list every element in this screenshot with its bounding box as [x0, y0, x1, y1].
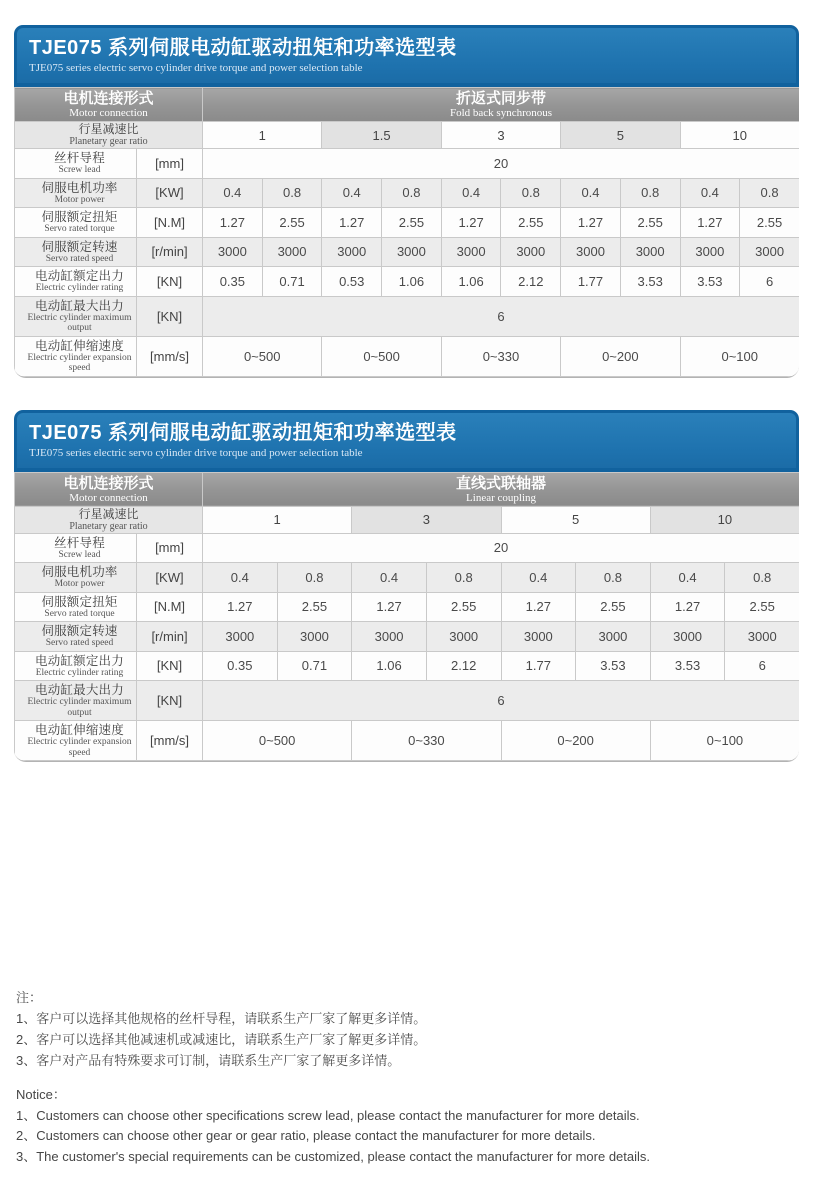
- spec-value: 6: [203, 681, 799, 721]
- spec-row: [15, 296, 800, 336]
- gear-ratio-label: [15, 506, 203, 533]
- coupling-type-header: [203, 472, 799, 506]
- spec-value: 2.55: [262, 208, 322, 238]
- gear-ratio-value: 5: [501, 506, 650, 533]
- spec-value: 0.4: [441, 178, 501, 208]
- spec-value: 0~200: [501, 721, 650, 761]
- row-label-en: Servo rated torque: [44, 224, 115, 234]
- row-unit: [mm/s]: [137, 721, 203, 761]
- gear-ratio-value: 3: [441, 122, 560, 149]
- spec-value: 0~100: [680, 336, 799, 376]
- spec-value: 1.27: [441, 208, 501, 238]
- spec-value: 0.53: [322, 267, 382, 297]
- spec-value: 3000: [382, 237, 442, 267]
- gear-ratio-value: 1.5: [322, 122, 441, 149]
- spec-value: 0.4: [203, 178, 263, 208]
- spec-row: [15, 267, 800, 297]
- spec-value: 2.55: [725, 592, 799, 622]
- spec-row: [15, 681, 800, 721]
- row-unit: [r/min]: [137, 237, 203, 267]
- row-label: [15, 592, 137, 622]
- spec-value: 3.53: [680, 267, 740, 297]
- notes-section: [14, 987, 799, 1167]
- card-title-bar: [14, 410, 799, 472]
- coupling-type-zh: 直线式联轴器: [456, 474, 547, 492]
- selection-table-card-linear: [14, 410, 799, 763]
- row-label: [15, 296, 137, 336]
- gear-ratio-value: 10: [680, 122, 799, 149]
- row-label-en: Servo rated torque: [44, 608, 115, 619]
- row-label: [15, 149, 137, 179]
- spec-value: 0.8: [382, 178, 442, 208]
- row-label-zh: 电动缸最大出力: [35, 683, 124, 697]
- row-label-en: Electric cylinder maximum output: [27, 697, 132, 718]
- gear-ratio-value: 3: [352, 506, 501, 533]
- table-wrap: [14, 87, 799, 378]
- spec-value: 1.27: [501, 592, 576, 622]
- spec-value: 3.53: [620, 267, 680, 297]
- spec-value: 2.55: [620, 208, 680, 238]
- row-label: [15, 533, 137, 563]
- row-unit: [KW]: [137, 178, 203, 208]
- spec-value: 0.8: [620, 178, 680, 208]
- row-label-en: Servo rated speed: [45, 638, 114, 648]
- spec-value: 3000: [501, 622, 576, 652]
- row-unit: [N.M]: [137, 592, 203, 622]
- connection-header-row: [15, 88, 800, 122]
- spec-value: 3000: [620, 237, 680, 267]
- row-unit: [N.M]: [137, 208, 203, 238]
- spec-value: 2.55: [277, 592, 352, 622]
- spec-value: 2.55: [501, 208, 561, 238]
- row-label-en: Motor power: [54, 194, 105, 205]
- spec-value: 3000: [650, 622, 725, 652]
- spec-value: 6: [740, 267, 799, 297]
- spec-value: 0~200: [561, 336, 680, 376]
- notes-english: [16, 1085, 799, 1167]
- card-title-zh: TJE075 系列伺服电动缸驱动扭矩和功率选型表: [29, 421, 457, 444]
- spec-value: 0.35: [203, 651, 278, 681]
- spec-value: 3000: [501, 237, 561, 267]
- spec-value: 0.8: [576, 563, 651, 593]
- row-label-zh: 丝杆导程: [54, 151, 105, 165]
- spec-row: [15, 149, 800, 179]
- gear-ratio-label-en: Planetary gear ratio: [69, 136, 148, 147]
- spec-row: [15, 592, 800, 622]
- spec-value: 3000: [740, 237, 799, 267]
- spec-value: 3000: [322, 237, 382, 267]
- note-item: 3、The customer's special requirements can be customized, please contact the manufacturer for more details.: [16, 1148, 651, 1164]
- spec-value: 6: [203, 296, 799, 336]
- gear-ratio-row: [15, 506, 800, 533]
- spec-row: [15, 622, 800, 652]
- card-title-en: TJE075 series electric servo cylinder drive torque and power selection table: [29, 62, 363, 74]
- row-unit: [mm/s]: [137, 336, 203, 376]
- spec-row: [15, 563, 800, 593]
- spec-value: 0~330: [441, 336, 560, 376]
- spec-row: [15, 237, 800, 267]
- spec-value: 0.4: [680, 178, 740, 208]
- row-label-zh: 电动缸额定出力: [35, 269, 124, 283]
- spec-value: 3000: [576, 622, 651, 652]
- row-label-zh: 电动缸额定出力: [35, 653, 124, 668]
- spec-value: 0.71: [277, 651, 352, 681]
- spec-value: 2.55: [740, 208, 799, 238]
- row-label-en: Electric cylinder expansion speed: [27, 737, 132, 758]
- spec-value: 0~100: [650, 721, 799, 761]
- coupling-type-en: Fold back synchronous: [449, 107, 553, 119]
- coupling-type-en: Linear coupling: [466, 491, 536, 504]
- spec-value: 0~500: [203, 721, 352, 761]
- spec-value: 20: [203, 149, 799, 179]
- motor-connection-zh: 电机连接形式: [63, 90, 154, 107]
- gear-ratio-label-zh: 行星减速比: [78, 122, 139, 136]
- row-label-en: Servo rated speed: [45, 253, 114, 264]
- spec-value: 1.27: [561, 208, 621, 238]
- row-label: [15, 721, 137, 761]
- row-label: [15, 267, 137, 297]
- card-title-en: TJE075 series electric servo cylinder drive torque and power selection table: [29, 446, 363, 459]
- notes-en-heading: Notice：: [16, 1087, 66, 1102]
- spec-value: 6: [725, 651, 799, 681]
- spec-value: 2.12: [426, 651, 501, 681]
- spec-row: [15, 336, 800, 376]
- spec-value: 0~500: [203, 336, 322, 376]
- spec-value: 1.27: [680, 208, 740, 238]
- row-label: [15, 622, 137, 652]
- coupling-type-zh: 折返式同步带: [455, 90, 546, 107]
- spec-value: 1.27: [352, 592, 427, 622]
- spec-row: [15, 208, 800, 238]
- gear-ratio-value: 10: [650, 506, 799, 533]
- row-unit: [mm]: [137, 149, 203, 179]
- spec-value: 0.8: [262, 178, 322, 208]
- row-label-zh: 电动缸伸缩速度: [35, 723, 124, 737]
- notes-zh-heading: 注：: [16, 990, 43, 1005]
- spec-row: [15, 533, 800, 563]
- spec-row: [15, 651, 800, 681]
- spec-value: 3000: [441, 237, 501, 267]
- row-label-zh: 伺服额定扭矩: [41, 210, 118, 224]
- spec-value: 1.06: [352, 651, 427, 681]
- spec-value: 0~500: [322, 336, 441, 376]
- row-label: [15, 681, 137, 721]
- spec-value: 3.53: [576, 651, 651, 681]
- row-label: [15, 178, 137, 208]
- gear-ratio-label-en: Planetary gear ratio: [69, 520, 148, 532]
- row-label-en: Screw lead: [58, 165, 101, 175]
- notes-chinese: [16, 987, 799, 1071]
- spec-value: 1.27: [650, 592, 725, 622]
- spec-value: 3000: [426, 622, 501, 652]
- spec-row: [15, 721, 800, 761]
- spec-value: 3000: [561, 237, 621, 267]
- spec-value: 1.77: [561, 267, 621, 297]
- spec-value: 0.4: [203, 563, 278, 593]
- row-label-zh: 伺服额定转速: [41, 239, 118, 254]
- spec-value: 3000: [203, 237, 263, 267]
- spec-value: 0~330: [352, 721, 501, 761]
- spec-value: 2.55: [576, 592, 651, 622]
- card-title-bar: [14, 25, 799, 87]
- row-unit: [KN]: [137, 296, 203, 336]
- spec-value: 3000: [352, 622, 427, 652]
- row-label-en: Electric cylinder maximum output: [27, 312, 132, 333]
- row-label: [15, 336, 137, 376]
- row-label-en: Motor power: [54, 579, 105, 589]
- connection-header-row: [15, 472, 800, 506]
- spec-value: 3.53: [650, 651, 725, 681]
- spec-value: 1.77: [501, 651, 576, 681]
- spec-value: 0.4: [501, 563, 576, 593]
- motor-connection-en: Motor connection: [69, 107, 148, 119]
- note-item: 1、客户可以选择其他规格的丝杆导程，请联系生产厂家了解更多详情。: [16, 1011, 427, 1026]
- gear-ratio-row: [15, 122, 800, 149]
- gear-ratio-value: 5: [561, 122, 680, 149]
- spec-value: 0.71: [262, 267, 322, 297]
- row-label: [15, 237, 137, 267]
- note-item: 2、Customers can choose other gear or gear ratio, please contact the manufacturer for more details.: [16, 1128, 596, 1143]
- row-label: [15, 208, 137, 238]
- gear-ratio-label-zh: 行星减速比: [78, 506, 139, 521]
- selection-table-card-foldback: [14, 25, 799, 378]
- spec-value: 0.8: [277, 563, 352, 593]
- row-label-zh: 伺服电机功率: [41, 565, 118, 579]
- spec-value: 0.8: [501, 178, 561, 208]
- note-item: 3、客户对产品有特殊要求可订制，请联系生产厂家了解更多详情。: [16, 1053, 401, 1068]
- gear-ratio-value: 1: [203, 122, 322, 149]
- note-item: 1、Customers can choose other specifications screw lead, please contact the manufacturer for more details.: [16, 1107, 640, 1123]
- row-unit: [KW]: [137, 563, 203, 593]
- coupling-type-header: [203, 88, 799, 122]
- spec-value: 0.8: [426, 563, 501, 593]
- spec-table-linear: [14, 472, 799, 762]
- row-label-zh: 伺服额定转速: [41, 624, 118, 638]
- card-title-zh: TJE075 系列伺服电动缸驱动扭矩和功率选型表: [29, 37, 457, 59]
- row-label-en: Screw lead: [58, 549, 101, 560]
- spec-value: 0.4: [352, 563, 427, 593]
- row-label-en: Electric cylinder rating: [35, 283, 124, 293]
- row-label-zh: 电动缸最大出力: [35, 298, 124, 313]
- motor-connection-zh: 电机连接形式: [63, 474, 154, 492]
- spec-table-foldback: [14, 87, 799, 377]
- spec-value: 1.27: [203, 208, 263, 238]
- row-unit: [r/min]: [137, 622, 203, 652]
- row-label-en: Electric cylinder expansion speed: [27, 352, 132, 373]
- row-unit: [KN]: [137, 651, 203, 681]
- row-label: [15, 563, 137, 593]
- row-label-zh: 丝杆导程: [54, 535, 105, 550]
- spec-value: 1.27: [203, 592, 278, 622]
- spec-value: 1.27: [322, 208, 382, 238]
- spec-row: [15, 178, 800, 208]
- gear-ratio-label: [15, 122, 203, 149]
- note-item: 2、客户可以选择其他减速机或减速比，请联系生产厂家了解更多详情。: [16, 1032, 427, 1047]
- motor-connection-en: Motor connection: [69, 491, 148, 504]
- spec-value: 3000: [203, 622, 278, 652]
- row-label-zh: 伺服电机功率: [41, 180, 118, 195]
- spec-value: 0.4: [650, 563, 725, 593]
- row-label-zh: 电动缸伸缩速度: [35, 338, 124, 353]
- row-unit: [mm]: [137, 533, 203, 563]
- spec-value: 0.35: [203, 267, 263, 297]
- row-label-en: Electric cylinder rating: [35, 667, 124, 678]
- motor-connection-header: [15, 88, 203, 122]
- row-label: [15, 651, 137, 681]
- spec-value: 3000: [725, 622, 799, 652]
- spec-value: 0.4: [561, 178, 621, 208]
- spec-value: 20: [203, 533, 799, 563]
- motor-connection-header: [15, 472, 203, 506]
- spec-value: 2.55: [426, 592, 501, 622]
- row-label-zh: 伺服额定扭矩: [41, 594, 118, 609]
- spec-value: 3000: [262, 237, 322, 267]
- spec-value: 0.8: [740, 178, 799, 208]
- spec-value: 3000: [277, 622, 352, 652]
- table-wrap: [14, 472, 799, 763]
- row-unit: [KN]: [137, 681, 203, 721]
- gear-ratio-value: 1: [203, 506, 352, 533]
- row-unit: [KN]: [137, 267, 203, 297]
- spec-value: 2.55: [382, 208, 442, 238]
- spec-value: 2.12: [501, 267, 561, 297]
- spec-value: 1.06: [382, 267, 442, 297]
- spec-value: 3000: [680, 237, 740, 267]
- spec-value: 0.8: [725, 563, 799, 593]
- spec-value: 1.06: [441, 267, 501, 297]
- spec-value: 0.4: [322, 178, 382, 208]
